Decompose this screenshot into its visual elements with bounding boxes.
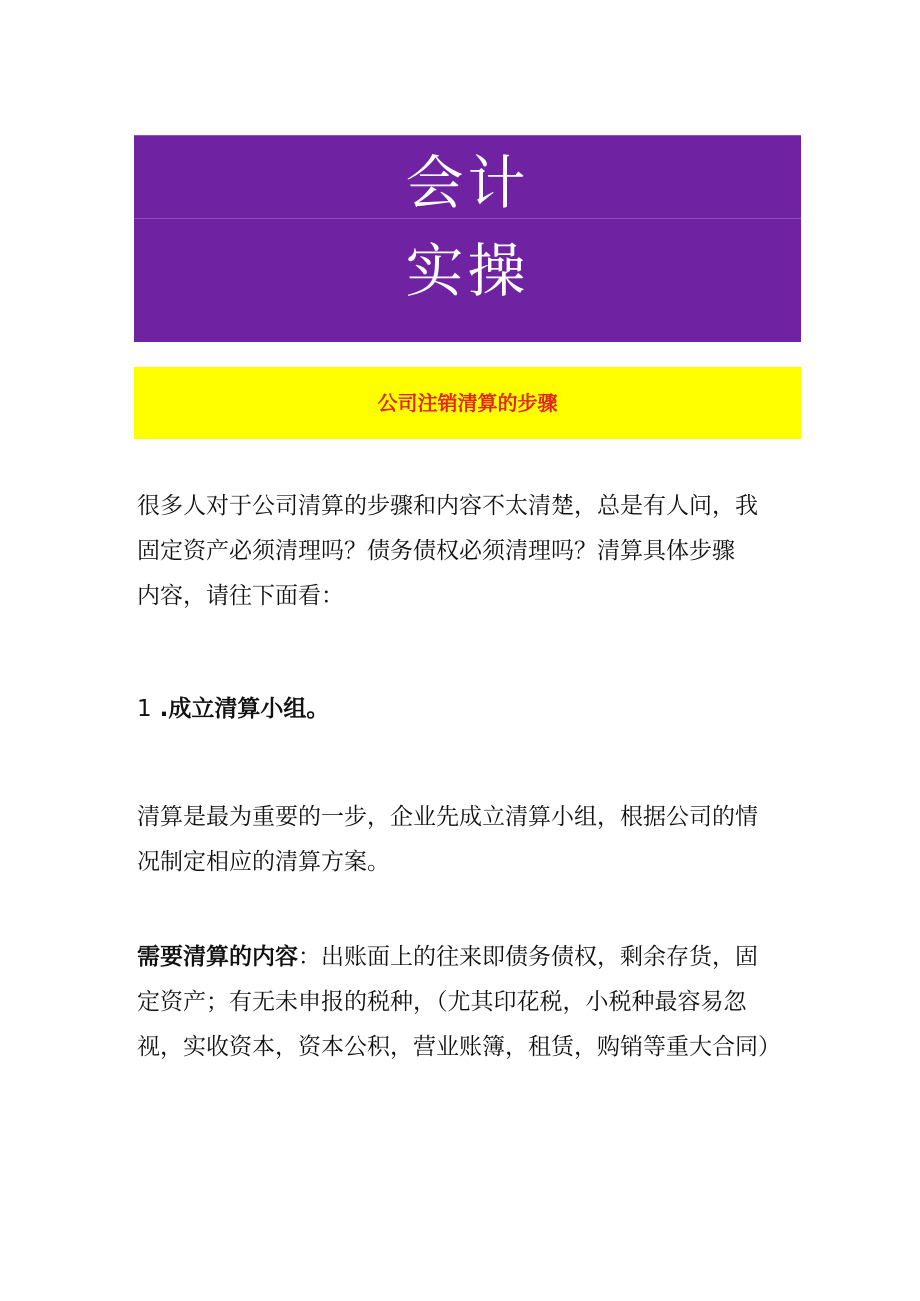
step-1-number: 1	[137, 696, 152, 722]
clearing-content-label: 需要清算的内容	[137, 944, 298, 970]
step-1-line: 况制定相应的清算方案。	[137, 849, 390, 875]
step-1-title: .成立清算小组。	[159, 696, 330, 722]
article-title-bar	[134, 367, 801, 439]
banner-divider	[134, 218, 801, 219]
step-1-heading	[137, 687, 807, 732]
step-1-paragraph	[137, 795, 807, 885]
header-banner	[134, 135, 801, 342]
step-1-line: 清算是最为重要的一步，企业先成立清算小组，根据公司的情	[137, 804, 758, 830]
clearing-content-line	[137, 935, 807, 980]
intro-paragraph	[137, 484, 807, 619]
intro-line: 内容，请往下面看：	[137, 583, 344, 609]
clearing-content-line: 定资产；有无未申报的税种，（尤其印花税，小税种最容易忽	[137, 989, 747, 1015]
intro-line: 很多人对于公司清算的步骤和内容不太清楚，总是有人问，我	[137, 493, 758, 519]
clearing-content-text: ：出账面上的往来即债务债权，剩余存货，固	[298, 944, 758, 970]
clearing-content-line: 视，实收资本，资本公积，营业账簿，租赁，购销等重大合同）	[137, 1034, 781, 1060]
banner-title-line-2: 实操	[405, 237, 530, 305]
article-title: 公司注销清算的步骤	[377, 391, 558, 415]
clearing-content-paragraph	[137, 935, 807, 1070]
banner-title-line-1: 会计	[405, 149, 530, 217]
intro-line: 固定资产必须清理吗？债务债权必须清理吗？清算具体步骤	[137, 538, 735, 564]
